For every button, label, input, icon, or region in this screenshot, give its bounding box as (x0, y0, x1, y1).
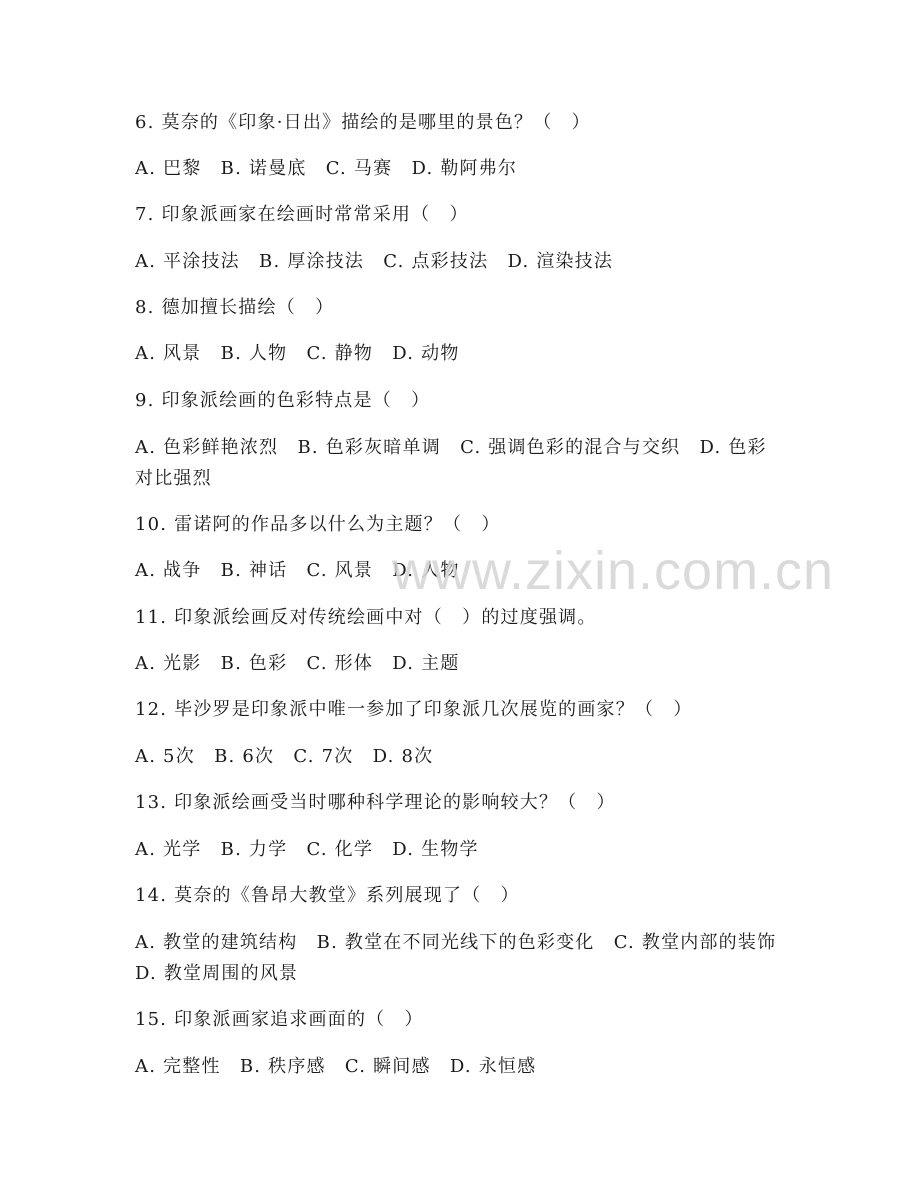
answer-options-13: A. 光学 B. 力学 C. 化学 D. 生物学 (135, 839, 479, 860)
answer-options-7: A. 平涂技法 B. 厚涂技法 C. 点彩技法 D. 渲染技法 (135, 251, 614, 272)
answer-options-12: A. 5次 B. 6次 C. 7次 D. 8次 (135, 746, 434, 767)
question-11: 11. 印象派绘画反对传统绘画中对（ ）的过度强调。 (135, 607, 597, 628)
answer-options-10: A. 战争 B. 神话 C. 风景 D. 人物 (135, 560, 460, 581)
question-14: 14. 莫奈的《鲁昂大教堂》系列展现了（ ） (135, 885, 520, 906)
answer-options-6: A. 巴黎 B. 诺曼底 C. 马赛 D. 勒阿弗尔 (135, 158, 518, 179)
answer-options-8: A. 风景 B. 人物 C. 静物 D. 动物 (135, 343, 460, 364)
question-12: 12. 毕沙罗是印象派中唯一参加了印象派几次展览的画家？（ ） (135, 699, 693, 720)
answer-options-15: A. 完整性 B. 秩序感 C. 瞬间感 D. 永恒感 (135, 1056, 537, 1077)
question-13: 13. 印象派绘画受当时哪种科学理论的影响较大？（ ） (135, 792, 616, 813)
question-9: 9. 印象派绘画的色彩特点是（ ） (135, 390, 431, 411)
answer-options-14: A. 教堂的建筑结构 B. 教堂在不同光线下的色彩变化 C. 教堂内部的装饰 D. 教堂周围的风景 (135, 932, 796, 984)
question-8: 8. 德加擅长描绘（ ） (135, 297, 335, 318)
answer-options-9: A. 色彩鲜艳浓烈 B. 色彩灰暗单调 C. 强调色彩的混合与交织 D. 色彩对比强烈 (135, 437, 767, 489)
watermark: www.zixin.com.cn (392, 541, 835, 601)
question-6: 6. 莫奈的《印象·日出》描绘的是哪里的景色？（ ） (135, 112, 591, 133)
question-15: 15. 印象派画家追求画面的（ ） (135, 1009, 424, 1030)
question-7: 7. 印象派画家在绘画时常常采用（ ） (135, 204, 469, 225)
answer-options-11: A. 光影 B. 色彩 C. 形体 D. 主题 (135, 653, 460, 674)
question-10: 10. 雷诺阿的作品多以什么为主题？（ ） (135, 514, 501, 535)
